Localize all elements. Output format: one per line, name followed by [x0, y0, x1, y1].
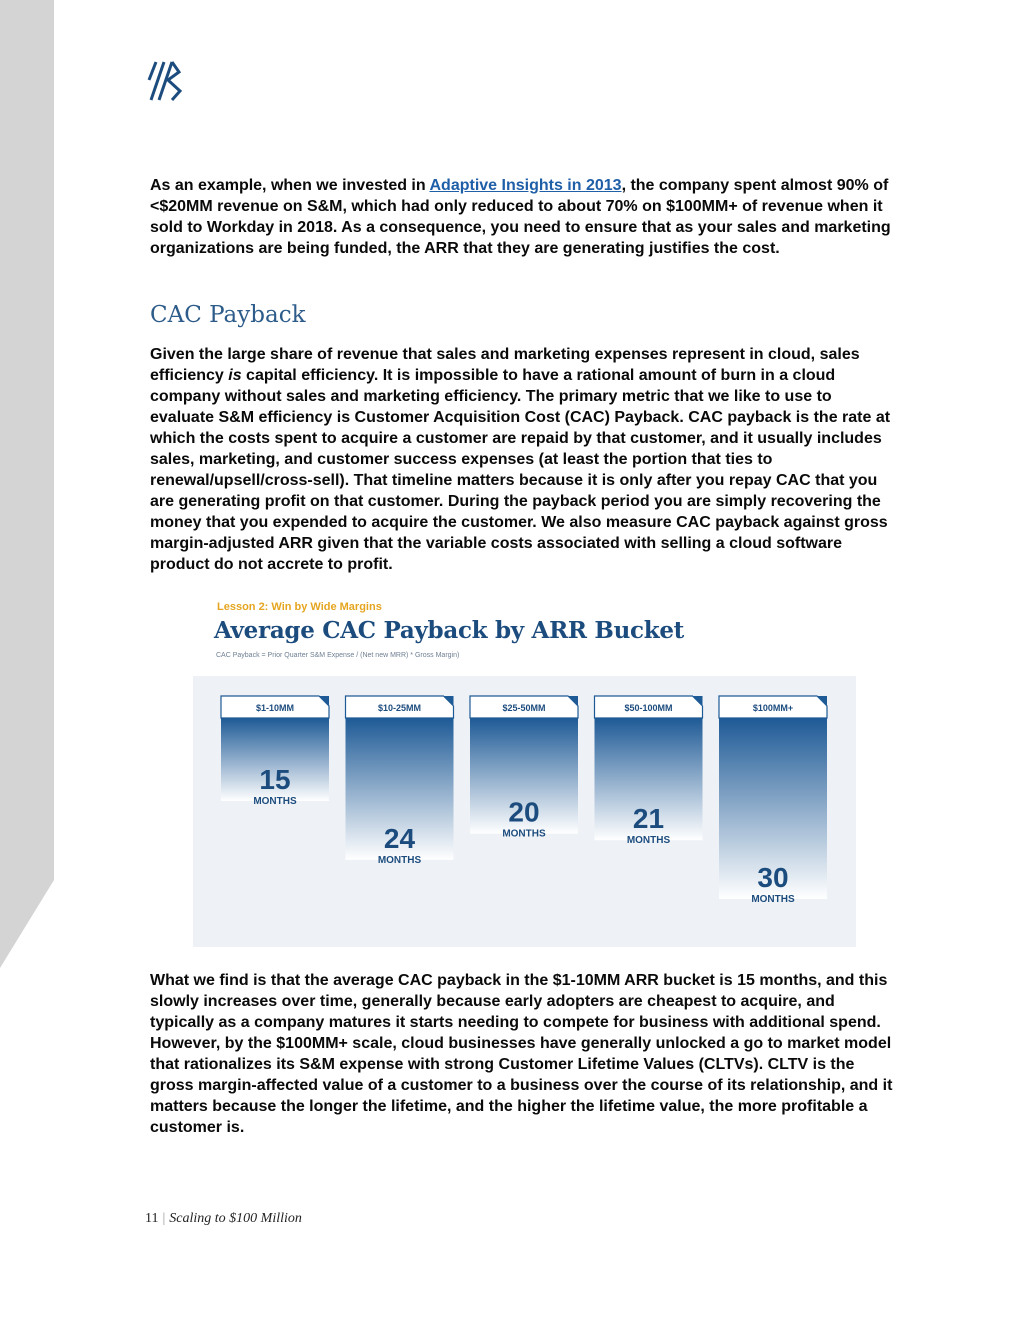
bucket-label: $1-10MM — [255, 703, 295, 713]
firm-monogram-icon — [146, 58, 186, 106]
side-decoration-band — [0, 0, 54, 970]
conclusion-paragraph: What we find is that the average CAC payback in the $1-10MM ARR bucket is 15 months, and this slowly increases over time, generally because early adopters are cheapest to acquire, and typically as a company matures it starts needing to compete for business with additional spend. However, by the $100MM+ scale, cloud businesses have generally unlocked a go to market model that rationalizes its S&M expense with strong Customer Lifetime Values (CLTVs). CLTV is the gross margin-affected value of a customer to a business over the course of its relationship, and it matters because the longer the lifetime, and the higher the lifetime value, the more profitable a customer is. — [150, 972, 893, 1136]
payback-value-label: 24 — [383, 822, 416, 854]
intro-paragraph: As an example, when we invested in Adaptive Insights in 2013, the company spent almost 90% of <$20MM revenue on S&M, which had only reduced to about 70% on $100MM+ of revenue when it sold to Workday in 2018. As a consequence, you need to ensure that as your sales and marketing organizations are being funded, the ARR that they are generating justifies the cost. — [150, 177, 891, 257]
payback-value-label: 30 — [757, 862, 789, 893]
payback-unit-label: MONTHS — [751, 894, 795, 905]
page-number: 11 — [145, 1211, 159, 1226]
figure-title: Average CAC Payback by ARR Bucket — [214, 617, 684, 644]
figure-kicker: Lesson 2: Win by Wide Margins — [217, 601, 382, 613]
bucket-label: $50-100MM — [624, 703, 673, 713]
payback-value-label: 20 — [508, 796, 540, 828]
bucket-label: $25-50MM — [502, 703, 546, 713]
bucket-label: $10-25MM — [377, 703, 422, 713]
payback-unit-label: MONTHS — [626, 835, 671, 847]
bucket-label: $100MM+ — [752, 703, 794, 713]
payback-unit-label: MONTHS — [253, 796, 297, 807]
section-heading: CAC Payback — [150, 302, 306, 328]
payback-value-label: 21 — [632, 803, 665, 835]
cac-payback-chart — [193, 676, 856, 947]
figure-formula: CAC Payback = Prior Quarter S&M Expense / (Net new MRR) * Gross Margin) — [216, 652, 460, 659]
page-footer — [145, 1211, 302, 1227]
payback-unit-label: MONTHS — [377, 854, 422, 866]
cac-payback-paragraph: Given the large share of revenue that sales and marketing expenses represent in cloud, sales efficiency is capital efficiency. It is impossible to have a rational amount of burn in a cloud company without sales and marketing efficiency. The primary metric that we like to use to evaluate S&M efficiency is Customer Acquisition Cost (CAC) Payback. CAC payback is the rate at which the costs spent to acquire a customer are repaid by that customer, and it usually includes sales, marketing, and customer success expenses (at least the portion that ties to renewal/upsell/cross-sell). That timeline matters because it is only after you repay CAC that you are generating profit on that customer. During the payback period you are simply recovering the money that you expended to acquire the customer. We also measure CAC payback against gross margin-adjusted ARR given that the variable costs associated with selling a cloud software product do not accrete to profit. — [150, 346, 891, 573]
payback-value-label: 15 — [259, 764, 291, 795]
footer-separator: | — [162, 1211, 166, 1226]
adaptive-insights-link[interactable]: Adaptive Insights in 2013 — [429, 177, 622, 194]
footer-document-title: Scaling to $100 Million — [169, 1211, 302, 1226]
payback-unit-label: MONTHS — [502, 828, 546, 840]
